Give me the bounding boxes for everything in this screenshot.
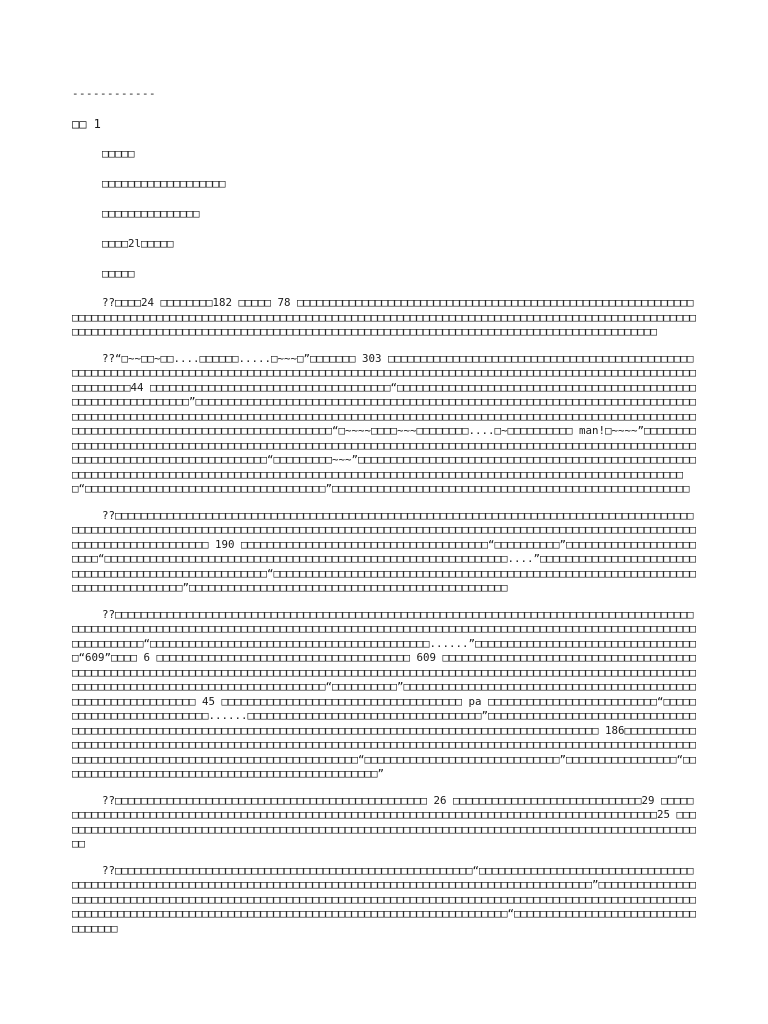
body-paragraph: ??□□□□□□□□□□□□□□□□□□□□□□□□□□□□□□□□□□□□□□□□□□□□□□□□□□□□□□□“□□□□□□□□□□□□□□□□□□□□□□□□□□□□□□□□□□□□□□□□□□□□□□□□□□□□□□□□□□□□□□□□□□□□□□□□□□□□□□□□□□□□□□□□□□□□□□□□□□□□□□□□□□□□□□□□□”□□□□□□□□□□□□□□□□□□□□□□□□□□□□□□□□□□□□□□□□□□□□□□□□□□□□□□□□□□□□□□□□□□□□□□□□□□□□□□□□□□□□□□□□□□□□□□□□□□□□□□□□□□□□□□□□□□□□□□□□□□□□□□□□□□□□□□□□□□□□□□□□□□□□□□□□□□□□□□□□□□□□□□□□□□□□□□□□□□“□□□□□□□□□□□□□□□□□□□□□□□□□□□□□□□□□□□ [72,863,697,935]
body-paragraph: ??□□□□□□□□□□□□□□□□□□□□□□□□□□□□□□□□□□□□□□□□□□□□□□□□□□□□□□□□□□□□□□□□□□□□□□□□□□□□□□□□□□□□□□□□□□□□□□□□□□□□□□□□□□□□□□□□□□□□□□□□□□□□□□□□□□□□□□□□□□□□□□□□□□□□□□□□□□□□□□□□□□□□□□□□□□□□□□□□□□□□□□□□□□□□□□□□□□□□“□□□□□□□□□□□□□□□□□□□□□□□□□□□□□□□□□□□□□□□□□□□......”□□□□□□□□□□□□□□□□□□□□□□□□□□□□□□□□□□□“609”□□□□ 6 □□□□□□□□□□□□□□□□□□□□□□□□□□□□□□□□□□□□□□□ 609 □□□□□□□□□□□□□□□□□□□□□□□□□□□□□□□□□□□□□□□□□□□□□□□□□□□□□□□□□□□□□□□□□□□□□□□□□□□□□□□□□□□□□□□□□□□□□□□□□□□□□□□□□□□□□□□□□□□□□□□□□□□□□□□□□□□□□□□□□□□□□□□□□□□□□□□□□□□□□□□□□□□□□□□□□□□□□□“□□□□□□□□□□”□□□□□□□□□□□□□□□□□□□□□□□□□□□□□□□□□□□□□□□□□□□□□□□□□□□□□□□□□□□□□□□□ 45 □□□□□□□□□□□□□□□□□□□□□□□□□□□□□□□□□□□□□ pa □□□□□□□□□□□□□□□□□□□□□□□□□□“□□□□□□□□□□□□□□□□□□□□□□□□□□......□□□□□□□□□□□□□□□□□□□□□□□□□□□□□□□□□□□□”□□□□□□□□□□□□□□□□□□□□□□□□□□□□□□□□□□□□□□□□□□□□□□□□□□□□□□□□□□□□□□□□□□□□□□□□□□□□□□□□□□□□□□□□□□□□□□□□□□□□□□□□□□□□□□□□□ 186□□□□□□□□□□□□□□□□□□□□□□□□□□□□□□□□□□□□□□□□□□□□□□□□□□□□□□□□□□□□□□□□□□□□□□□□□□□□□□□□□□□□□□□□□□□□□□□□□□□□□□□□□□□□□□□□□□□□□□□□□□□□□□□□□□□□□□□□□□□□□□□□□□□□□□□“□□□□□□□□□□□□□□□□□□□□□□□□□□□□□□”□□□□□□□□□□□□□□□□□“□□□□□□□□□□□□□□□□□□□□□□□□□□□□□□□□□□□□□□□□□□□□□□□□□” [72,607,697,780]
body-paragraph: ??“□~~□□~□□....□□□□□□.....□~~~□”□□□□□□□ 303 □□□□□□□□□□□□□□□□□□□□□□□□□□□□□□□□□□□□□□□□□□□□□□□□□□□□□□□□□□□□□□□□□□□□□□□□□□□□□□□□□□□□□□□□□□□□□□□□□□□□□□□□□□□□□□□□□□□□□□□□□□□□□□□□□□□□□□□□□□□□□□□□□□□□□□□□44 □□□□□□□□□□□□□□□□□□□□□□□□□□□□□□□□□□□□□“□□□□□□□□□□□□□□□□□□□□□□□□□□□□□□□□□□□□□□□□□□□□□□□□□□□□□□□□□□□□□□□□”□□□□□□□□□□□□□□□□□□□□□□□□□□□□□□□□□□□□□□□□□□□□□□□□□□□□□□□□□□□□□□□□□□□□□□□□□□□□□□□□□□□□□□□□□□□□□□□□□□□□□□□□□□□□□□□□□□□□□□□□□□□□□□□□□□□□□□□□□□□□□□□□□□□□□□□□□□□□□□□□□□□□□□□□□□□□□□□□□□□□□□□□□□□□□□□□□□□□□□□□□□□□□□□□□□□□□“□~~~~□□□□~~~□□□□□□□□....□~□□□□□□□□□□ man!□~~~~”□□□□□□□□□□□□□□□□□□□□□□□□□□□□□□□□□□□□□□□□□□□□□□□□□□□□□□□□□□□□□□□□□□□□□□□□□□□□□□□□□□□□□□□□□□□□□□□□□□□□□□□□□□□□□□□□□□□□□□□□□□□□□□□□□□□□□□“□□□□□□□□□~~~”□□□□□□□□□□□□□□□□□□□□□□□□□□□□□□□□□□□□□□□□□□□□□□□□□□□□□□□□□□□□□□□□□□□□□□□□□□□□□□□□□□□□□□□□□□□□□□□□□□□□□□□□□□□□□□□□□□□□□□□□□□□□□□□□□□□□□□□□□□□□□□□□□□□“□□□□□□□□□□□□□□□□□□□□□□□□□□□□□□□□□□□□□”□□□□□□□□□□□□□□□□□□□□□□□□□□□□□□□□□□□□□□□□□□□□□□□□□□□□□□□ [72,351,697,495]
meta-line: □□□□□□□□□□□□□□□□□□□ [102,177,226,190]
meta-line: □□□□□ [102,267,135,280]
body-paragraph: ??□□□□24 □□□□□□□□182 □□□□□ 78 □□□□□□□□□□□□□□□□□□□□□□□□□□□□□□□□□□□□□□□□□□□□□□□□□□□□□□□□□□□□□□□□□□□□□□□□□□□□□□□□□□□□□□□□□□□□□□□□□□□□□□□□□□□□□□□□□□□□□□□□□□□□□□□□□□□□□□□□□□□□□□□□□□□□□□□□□□□□□□□□□□□□□□□□□□□□□□□□□□□□□□□□□□□□□□□□□□□□□□□□□□□□□□□□□□□□□□□□□□□□□□□□□□□□□□□□□□□□□□□□□□□□□□□ [72,296,697,338]
meta-line: □□□□□ [102,147,135,160]
chapter-heading: □□ 1 [72,117,101,131]
separator-rule: ------------ [72,87,157,100]
body-paragraph: ??□□□□□□□□□□□□□□□□□□□□□□□□□□□□□□□□□□□□□□□□□□□□□□□□□□□□□□□□□□□□□□□□□□□□□□□□□□□□□□□□□□□□□□□□□□□□□□□□□□□□□□□□□□□□□□□□□□□□□□□□□□□□□□□□□□□□□□□□□□□□□□□□□□□□□□□□□□□□□□□□□□□□□□□□□□□□□□□□□□□□□□□□□□□□□□□□□□□□□□□□□□□□□□ 190 □□□□□□□□□□□□□□□□□□□□□□□□□□□□□□□□□□□□□□“□□□□□□□□□□”□□□□□□□□□□□□□□□□□□□□□□□□“□□□□□□□□□□□□□□□□□□□□□□□□□□□□□□□□□□□□□□□□□□□□□□□□□□□□□□□□□□□□□□....”□□□□□□□□□□□□□□□□□□□□□□□□□□□□□□□□□□□□□□□□□□□□□□□□□□□□□□“□□□□□□□□□□□□□□□□□□□□□□□□□□□□□□□□□□□□□□□□□□□□□□□□□□□□□□□□□□□□□□□□□□□□□□□□□□□□□□□□□□”□□□□□□□□□□□□□□□□□□□□□□□□□□□□□□□□□□□□□□□□□□□□□□□□□ [72,508,697,594]
document-page [72,86,700,947]
meta-line: □□□□2l□□□□□ [102,237,174,250]
meta-line: □□□□□□□□□□□□□□□ [102,207,200,220]
body-paragraph: ??□□□□□□□□□□□□□□□□□□□□□□□□□□□□□□□□□□□□□□□□□□□□□□□□ 26 □□□□□□□□□□□□□□□□□□□□□□□□□□□□□29 □□□□□□□□□□□□□□□□□□□□□□□□□□□□□□□□□□□□□□□□□□□□□□□□□□□□□□□□□□□□□□□□□□□□□□□□□□□□□□□□□□□□□□□□□□□□□□□25 □□□□□□□□□□□□□□□□□□□□□□□□□□□□□□□□□□□□□□□□□□□□□□□□□□□□□□□□□□□□□□□□□□□□□□□□□□□□□□□□□□□□□□□□□□□□□□□□□□□□□ [72,793,697,850]
